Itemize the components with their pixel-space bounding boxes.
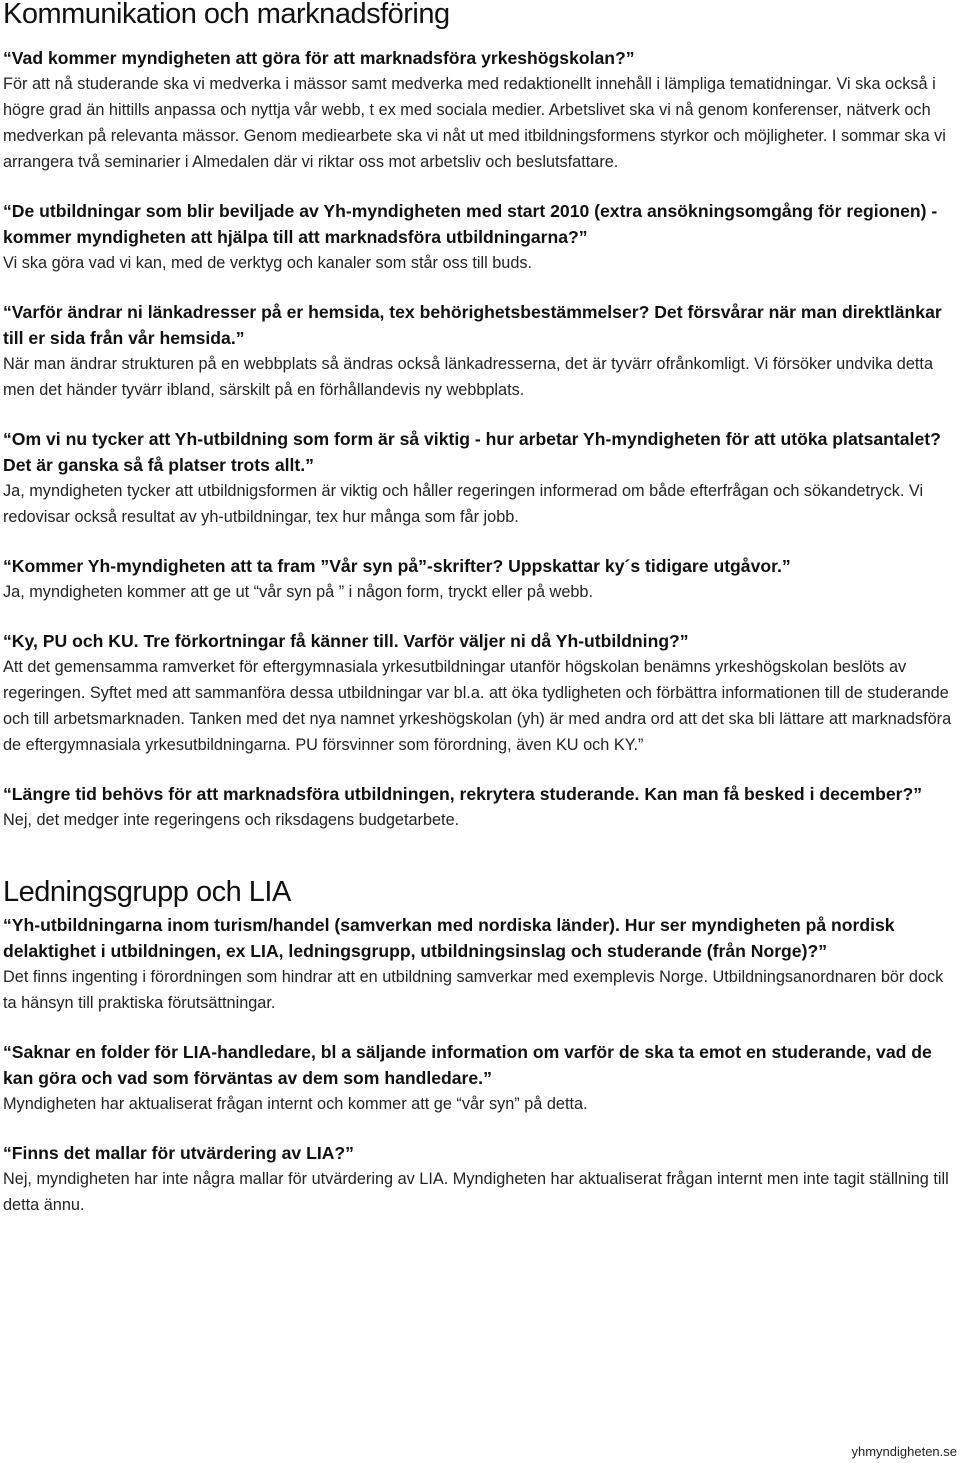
question: “Ky, PU och KU. Tre förkortningar få känner till. Varför väljer ni då Yh-utbildning?” xyxy=(3,631,689,651)
qa-item xyxy=(3,628,957,758)
footer-website: yhmyndigheten.se xyxy=(851,1444,957,1459)
answer: Myndigheten har aktualiserat frågan internt och kommer att ge “vår syn” på detta. xyxy=(3,1095,588,1113)
answer: Nej, myndigheten har inte några mallar för utvärdering av LIA. Myndigheten har aktualiserat frågan internt men inte tagit ställning till detta ännu. xyxy=(3,1170,949,1214)
document-page xyxy=(3,0,957,1241)
answer: Nej, det medger inte regeringens och riksdagens budgetarbete. xyxy=(3,811,460,829)
question: “Varför ändrar ni länkadresser på er hemsida, tex behörighetsbestämmelser? Det försvårar när man direktlänkar till er sida från vår hemsida.” xyxy=(3,302,942,348)
qa-item xyxy=(3,45,957,175)
question: “Finns det mallar för utvärdering av LIA?” xyxy=(3,1143,354,1163)
answer: Det finns ingenting i förordningen som hindrar att en utbildning samverkar med exemplevis Norge. Utbildningsanordnaren bör dock ta hänsyn till praktiska förutsättningar. xyxy=(3,968,944,1012)
question: “Om vi nu tycker att Yh-utbildning som form är så viktig - hur arbetar Yh-myndigheten för att utöka platsantalet? Det är ganska så få platser trots allt.” xyxy=(3,429,941,475)
question: “Längre tid behövs för att marknadsföra utbildningen, rekrytera studerande. Kan man få besked i december?” xyxy=(3,784,923,804)
question: “De utbildningar som blir beviljade av Yh-myndigheten med start 2010 (extra ansökningsomgång för regionen) - kommer myndigheten att hjälpa till att marknadsföra utbildningarna?” xyxy=(3,201,938,247)
answer: Ja, myndigheten tycker att utbildnigsformen är viktig och håller regeringen informerad om både efterfrågan och sökandetryck. Vi redovisar också resultat av yh-utbildningar, tex hur många som får jobb. xyxy=(3,482,924,526)
question: “Kommer Yh-myndigheten att ta fram ”Vår syn på”-skrifter? Uppskattar ky´s tidigare utgåvor.” xyxy=(3,556,791,576)
qa-item xyxy=(3,426,957,530)
qa-item xyxy=(3,912,957,1016)
section-title-lia: Ledningsgrupp och LIA xyxy=(3,876,291,908)
answer: När man ändrar strukturen på en webbplats så ändras också länkadresserna, det är tyvärr ofrånkomligt. Vi försöker undvika detta men det händer tyvärr ibland, särskilt på en förhållandevis ny webbplats. xyxy=(3,355,934,399)
qa-item xyxy=(3,1140,957,1218)
answer: För att nå studerande ska vi medverka i mässor samt medverka med redaktionellt innehåll i lämpliga tematidningar. Vi ska också i högre grad än hittills anpassa och nyttja vår webb, t ex med sociala medier. Arbetslivet ska vi nå genom konferenser, nätverk och medverkan på relevanta mässor. Genom mediearbete ska vi nåt ut med itbildningsformens styrkor och möjligheter. I sommar ska vi arrangera två seminarier i Almedalen där vi riktar oss mot arbetsliv och beslutsfattare. xyxy=(3,75,946,171)
answer: Att det gemensamma ramverket för eftergymnasiala yrkesutbildningar utanför högskolan benämns yrkeshögskolan beslöts av regeringen. Syftet med att sammanföra dessa utbildningar var bl.a. att öka tydligheten och förbättra informationen till de studerande och till arbetsmarknaden. Tanken med det nya namnet yrkeshögskolan (yh) är med andra ord att det ska bli lättare att marknadsföra de eftergymnasiala yrkesutbildningarna. PU försvinner som förordning, även KU och KY.” xyxy=(3,658,952,754)
qa-item xyxy=(3,781,957,833)
qa-item xyxy=(3,553,957,605)
answer: Vi ska göra vad vi kan, med de verktyg och kanaler som står oss till buds. xyxy=(3,254,533,272)
section-title-communication: Kommunikation och marknadsföring xyxy=(3,0,450,30)
answer: Ja, myndigheten kommer att ge ut “vår syn på ” i någon form, tryckt eller på webb. xyxy=(3,583,594,601)
question: “Saknar en folder för LIA-handledare, bl a säljande information om varför de ska ta emot en studerande, vad de kan göra och vad som förväntas av dem som handledare.” xyxy=(3,1042,932,1088)
qa-item xyxy=(3,198,957,276)
qa-item xyxy=(3,299,957,403)
qa-item xyxy=(3,1039,957,1117)
question: “Vad kommer myndigheten att göra för att marknadsföra yrkeshögskolan?” xyxy=(3,48,635,68)
question: “Yh-utbildningarna inom turism/handel (samverkan med nordiska länder). Hur ser myndigheten på nordisk delaktighet i utbildningen, ex LIA, ledningsgrupp, utbildningsinslag och studerande (från Norge)?” xyxy=(3,915,895,961)
